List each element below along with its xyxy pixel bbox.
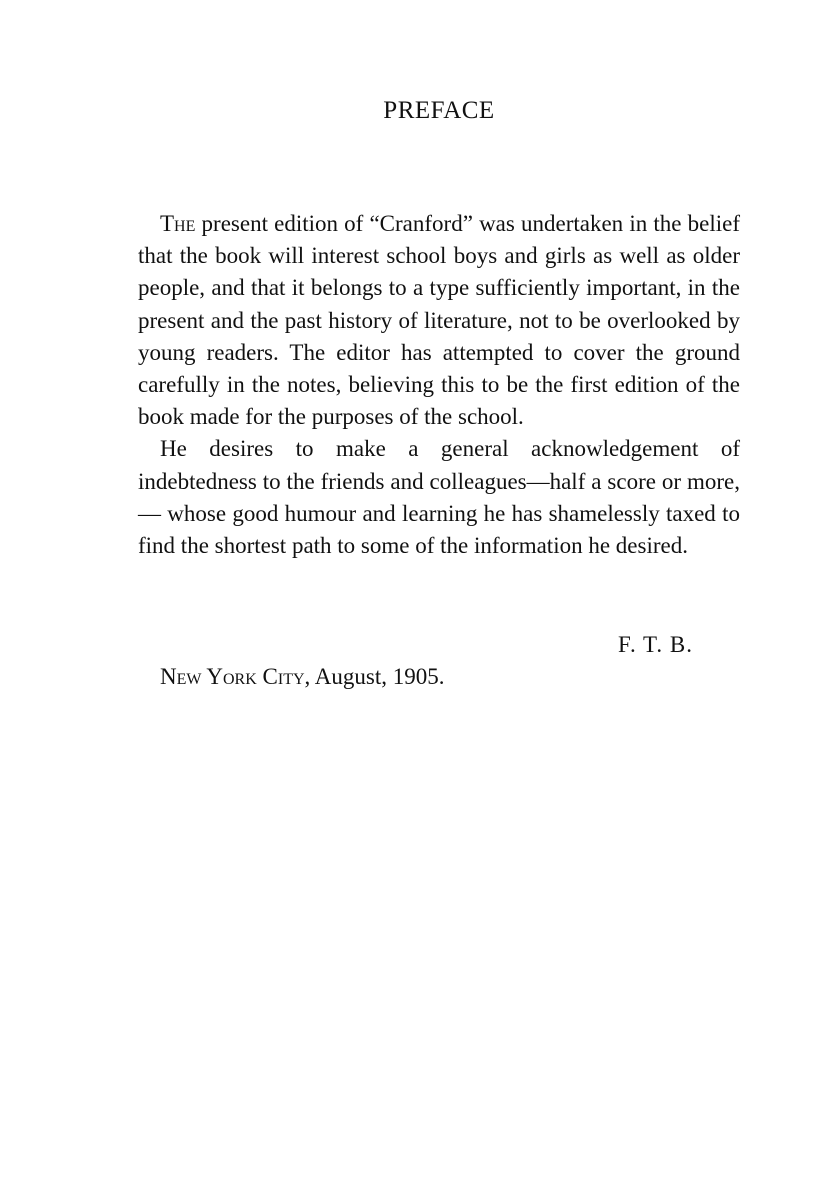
dateline-date: , August, 1905. (304, 664, 445, 689)
paragraph-1-text: present edition of “Cranford” was undertaken in the belief that the book will interest school boys and girls as well as older people, and that it belongs to a type sufficiently important, in the present and the past history of literature, not to be overlooked by young readers. The editor has attempted to cover the ground carefully in the notes, believing this to be the first edition of the book made for the purposes of the school. (138, 211, 740, 430)
paragraph-1 (138, 208, 740, 433)
dateline-place: New York City (160, 664, 305, 689)
signature-initials: F. T. B. (618, 632, 693, 657)
paragraph-1-lead: The (160, 211, 196, 236)
preface-body (138, 208, 740, 562)
paragraph-2: He desires to make a general acknowledgement of indebtedness to the friends and colleagues—half a score or more, — whose good humour and learning he has shamelessly taxed to find the shortest path to some of the information he desired. (138, 436, 740, 559)
page-title: PREFACE (383, 97, 495, 124)
dateline (160, 664, 444, 690)
